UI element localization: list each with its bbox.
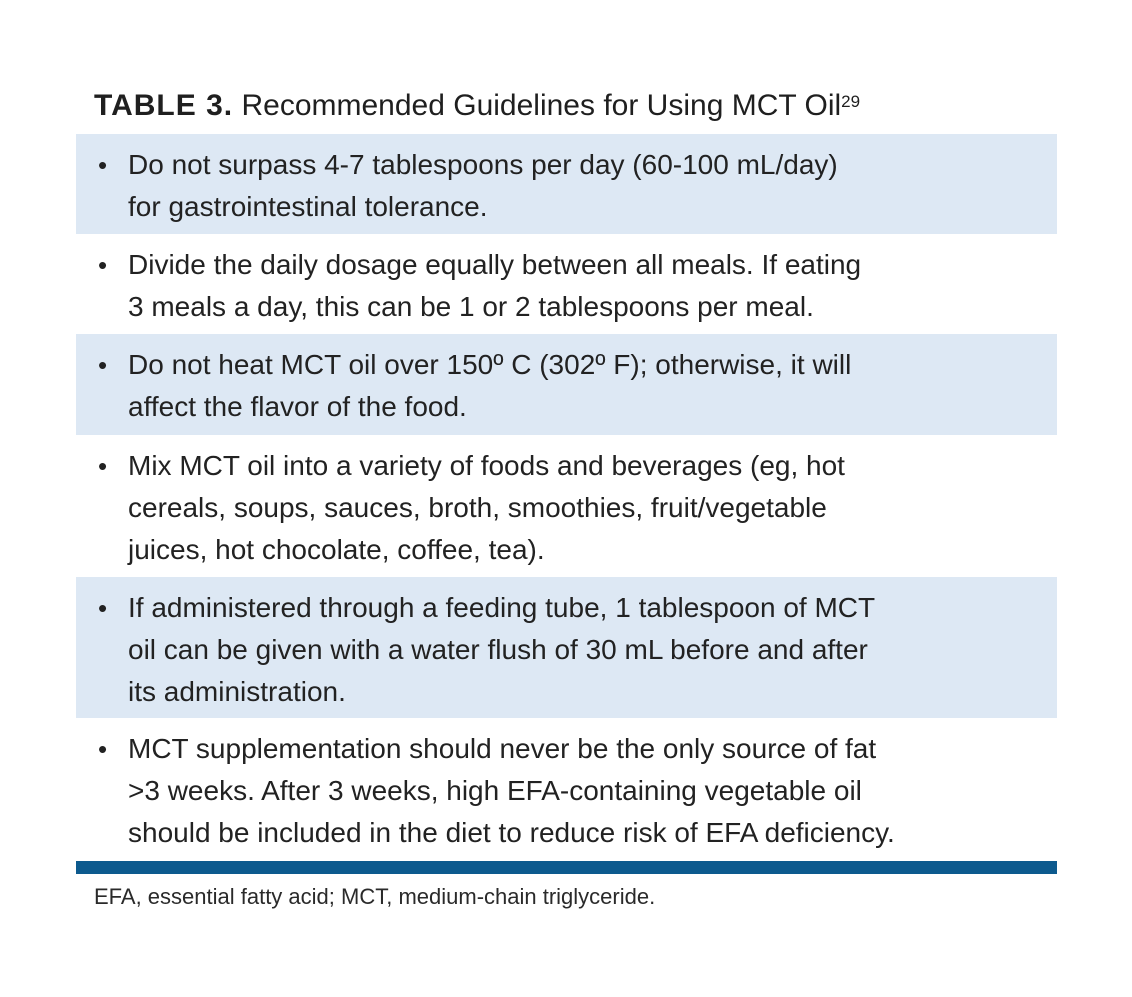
guideline-line: for gastrointestinal tolerance. [128, 191, 488, 222]
table-bottom-rule [76, 861, 1057, 874]
guideline-text [128, 344, 1057, 428]
guideline-line: 3 meals a day, this can be 1 or 2 tablespoons per meal. [128, 291, 814, 322]
guideline-line: Do not heat MCT oil over 150º C (302º F); otherwise, it will [128, 349, 852, 380]
guideline-line: its administration. [128, 676, 346, 707]
guideline-line: >3 weeks. After 3 weeks, high EFA-containing vegetable oil [128, 775, 862, 806]
guideline-line: If administered through a feeding tube, 1 tablespoon of MCT [128, 592, 876, 623]
guideline-line: should be included in the diet to reduce risk of EFA deficiency. [128, 817, 895, 848]
guideline-line: cereals, soups, sauces, broth, smoothies, fruit/vegetable [128, 492, 827, 523]
table-title: Recommended Guidelines for Using MCT Oil [241, 89, 842, 122]
guideline-text [128, 728, 1057, 854]
table-footnote: EFA, essential fatty acid; MCT, medium-chain triglyceride. [94, 884, 656, 909]
bullet-icon [76, 445, 128, 487]
table-caption [76, 82, 1057, 134]
guideline-text [128, 587, 1057, 713]
guideline-line: affect the flavor of the food. [128, 391, 467, 422]
bullet-icon [76, 587, 128, 629]
bullet-icon [76, 144, 128, 186]
reference-superscript: 29 [841, 92, 861, 111]
guideline-line: Divide the daily dosage equally between all meals. If eating [128, 249, 862, 280]
guideline-line: juices, hot chocolate, coffee, tea). [128, 534, 545, 565]
guideline-row [76, 234, 1057, 334]
guideline-line: Do not surpass 4-7 tablespoons per day (60-100 mL/day) [128, 149, 838, 180]
bullet-icon [76, 344, 128, 386]
bullet-icon [76, 728, 128, 770]
guideline-row [76, 334, 1057, 435]
guideline-line: Mix MCT oil into a variety of foods and beverages (eg, hot [128, 450, 845, 481]
guideline-row [76, 718, 1057, 861]
guideline-text [128, 144, 1057, 228]
table-label: TABLE 3. [94, 89, 234, 122]
guideline-list [76, 134, 1057, 861]
bullet-icon [76, 244, 128, 286]
guideline-line: oil can be given with a water flush of 30 mL before and after [128, 634, 868, 665]
guideline-row [76, 134, 1057, 234]
guideline-text [128, 445, 1057, 571]
table-3 [76, 82, 1057, 912]
guideline-row [76, 577, 1057, 718]
guideline-text [128, 244, 1057, 328]
guideline-row [76, 435, 1057, 577]
guideline-line: MCT supplementation should never be the only source of fat [128, 733, 877, 764]
